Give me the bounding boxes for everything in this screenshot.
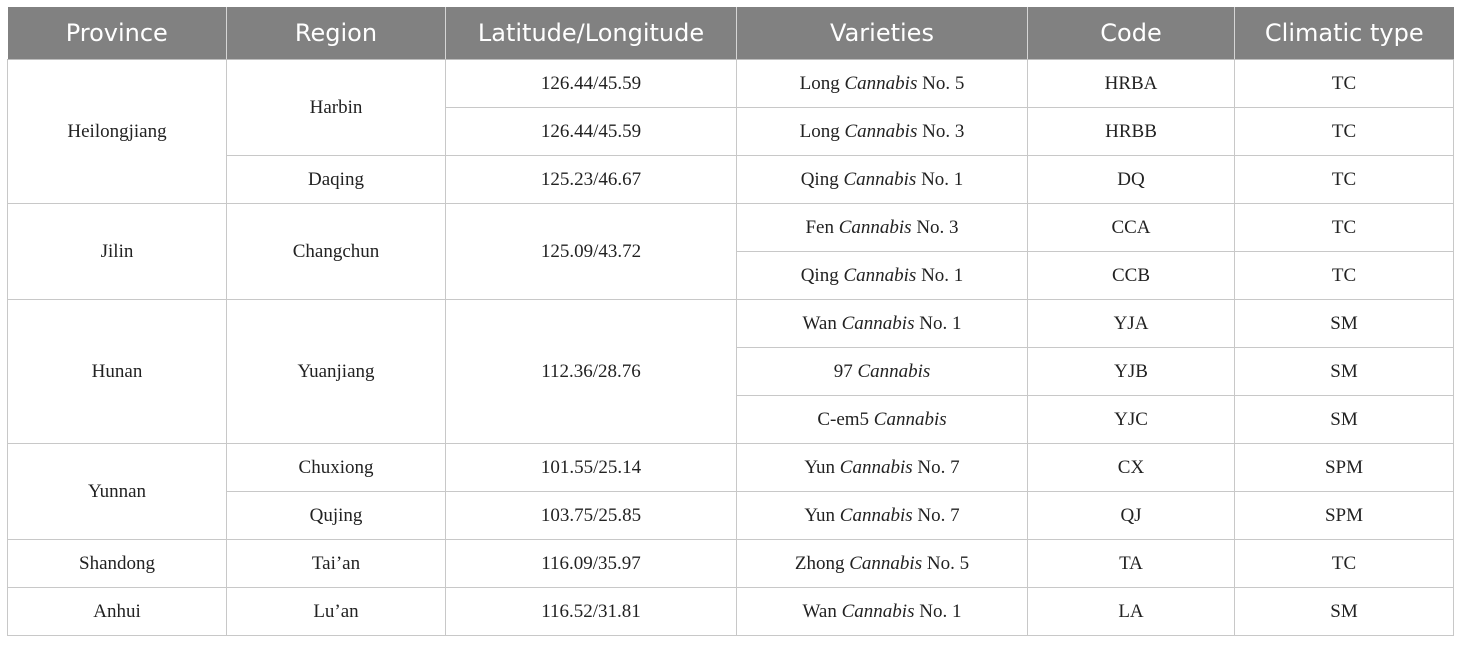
code-cell: CCA bbox=[1028, 204, 1235, 252]
variety-cell bbox=[737, 348, 1028, 396]
latlon-cell: 112.36/28.76 bbox=[446, 300, 737, 444]
latlon-cell: 126.44/45.59 bbox=[446, 108, 737, 156]
latlon-cell: 125.23/46.67 bbox=[446, 156, 737, 204]
header-province: Province bbox=[8, 7, 227, 60]
variety-genus: Cannabis bbox=[857, 360, 931, 382]
variety-prefix: Wan bbox=[802, 312, 842, 334]
variety-suffix: No. 3 bbox=[917, 120, 965, 142]
variety-genus: Cannabis bbox=[838, 216, 912, 238]
code-cell: QJ bbox=[1028, 492, 1235, 540]
table-row bbox=[8, 444, 1454, 492]
cannabis-varieties-table bbox=[7, 7, 1454, 636]
climate-cell: SM bbox=[1235, 588, 1454, 636]
variety-cell bbox=[737, 156, 1028, 204]
latlon-cell: 103.75/25.85 bbox=[446, 492, 737, 540]
table-header bbox=[8, 7, 1454, 60]
variety-cell bbox=[737, 252, 1028, 300]
variety-prefix: Qing bbox=[800, 264, 844, 286]
variety-prefix: Long bbox=[799, 120, 845, 142]
table-row bbox=[8, 204, 1454, 252]
variety-prefix: Yun bbox=[804, 456, 840, 478]
variety-cell bbox=[737, 540, 1028, 588]
code-cell: YJB bbox=[1028, 348, 1235, 396]
variety-suffix: No. 5 bbox=[922, 552, 970, 574]
variety-genus: Cannabis bbox=[839, 456, 913, 478]
variety-cell bbox=[737, 492, 1028, 540]
variety-genus: Cannabis bbox=[873, 408, 947, 430]
code-cell: HRBA bbox=[1028, 60, 1235, 108]
variety-genus: Cannabis bbox=[843, 264, 917, 286]
climate-cell: TC bbox=[1235, 156, 1454, 204]
header-row bbox=[8, 7, 1454, 60]
code-cell: CX bbox=[1028, 444, 1235, 492]
latlon-cell: 116.52/31.81 bbox=[446, 588, 737, 636]
table-row bbox=[8, 588, 1454, 636]
province-cell: Anhui bbox=[8, 588, 227, 636]
code-cell: DQ bbox=[1028, 156, 1235, 204]
variety-genus: Cannabis bbox=[849, 552, 923, 574]
variety-suffix: No. 1 bbox=[916, 168, 964, 190]
variety-cell bbox=[737, 444, 1028, 492]
region-cell: Changchun bbox=[227, 204, 446, 300]
variety-cell bbox=[737, 396, 1028, 444]
variety-suffix: No. 1 bbox=[914, 312, 962, 334]
variety-suffix: No. 1 bbox=[914, 600, 962, 622]
climate-cell: TC bbox=[1235, 252, 1454, 300]
variety-genus: Cannabis bbox=[841, 600, 915, 622]
region-cell: Harbin bbox=[227, 60, 446, 156]
climate-cell: TC bbox=[1235, 60, 1454, 108]
variety-cell bbox=[737, 588, 1028, 636]
table-row bbox=[8, 300, 1454, 348]
code-cell: HRBB bbox=[1028, 108, 1235, 156]
table-body bbox=[8, 60, 1454, 636]
climate-cell: TC bbox=[1235, 540, 1454, 588]
header-region: Region bbox=[227, 7, 446, 60]
region-cell: Tai’an bbox=[227, 540, 446, 588]
region-cell: Daqing bbox=[227, 156, 446, 204]
variety-prefix: 97 bbox=[833, 360, 858, 382]
variety-prefix: Wan bbox=[802, 600, 842, 622]
table-row bbox=[8, 540, 1454, 588]
climate-cell: TC bbox=[1235, 108, 1454, 156]
header-code: Code bbox=[1028, 7, 1235, 60]
variety-cell bbox=[737, 108, 1028, 156]
province-cell: Yunnan bbox=[8, 444, 227, 540]
variety-prefix: Yun bbox=[804, 504, 840, 526]
climate-cell: SPM bbox=[1235, 492, 1454, 540]
table-row bbox=[8, 60, 1454, 108]
climate-cell: SM bbox=[1235, 348, 1454, 396]
code-cell: CCB bbox=[1028, 252, 1235, 300]
code-cell: LA bbox=[1028, 588, 1235, 636]
latlon-cell: 116.09/35.97 bbox=[446, 540, 737, 588]
variety-genus: Cannabis bbox=[844, 72, 918, 94]
variety-prefix: C-em5 bbox=[817, 408, 874, 430]
province-cell: Jilin bbox=[8, 204, 227, 300]
variety-prefix: Fen bbox=[805, 216, 839, 238]
variety-suffix: No. 7 bbox=[912, 504, 960, 526]
header-climatic-type: Climatic type bbox=[1235, 7, 1454, 60]
region-cell: Lu’an bbox=[227, 588, 446, 636]
variety-cell bbox=[737, 60, 1028, 108]
climate-cell: TC bbox=[1235, 204, 1454, 252]
variety-suffix: No. 7 bbox=[912, 456, 960, 478]
variety-cell bbox=[737, 204, 1028, 252]
code-cell: YJC bbox=[1028, 396, 1235, 444]
variety-prefix: Long bbox=[799, 72, 845, 94]
variety-cell bbox=[737, 300, 1028, 348]
code-cell: YJA bbox=[1028, 300, 1235, 348]
code-cell: TA bbox=[1028, 540, 1235, 588]
variety-genus: Cannabis bbox=[839, 504, 913, 526]
variety-prefix: Zhong bbox=[794, 552, 850, 574]
region-cell: Yuanjiang bbox=[227, 300, 446, 444]
variety-suffix: No. 1 bbox=[916, 264, 964, 286]
variety-prefix: Qing bbox=[800, 168, 844, 190]
climate-cell: SPM bbox=[1235, 444, 1454, 492]
variety-genus: Cannabis bbox=[844, 120, 918, 142]
climate-cell: SM bbox=[1235, 300, 1454, 348]
variety-suffix: No. 5 bbox=[917, 72, 965, 94]
variety-genus: Cannabis bbox=[843, 168, 917, 190]
latlon-cell: 126.44/45.59 bbox=[446, 60, 737, 108]
province-cell: Shandong bbox=[8, 540, 227, 588]
climate-cell: SM bbox=[1235, 396, 1454, 444]
variety-suffix: No. 3 bbox=[911, 216, 959, 238]
latlon-cell: 101.55/25.14 bbox=[446, 444, 737, 492]
header-latitude-longitude: Latitude/Longitude bbox=[446, 7, 737, 60]
province-cell: Heilongjiang bbox=[8, 60, 227, 204]
region-cell: Chuxiong bbox=[227, 444, 446, 492]
latlon-cell: 125.09/43.72 bbox=[446, 204, 737, 300]
province-cell: Hunan bbox=[8, 300, 227, 444]
region-cell: Qujing bbox=[227, 492, 446, 540]
header-varieties: Varieties bbox=[737, 7, 1028, 60]
variety-genus: Cannabis bbox=[841, 312, 915, 334]
data-table-container bbox=[7, 7, 1453, 636]
